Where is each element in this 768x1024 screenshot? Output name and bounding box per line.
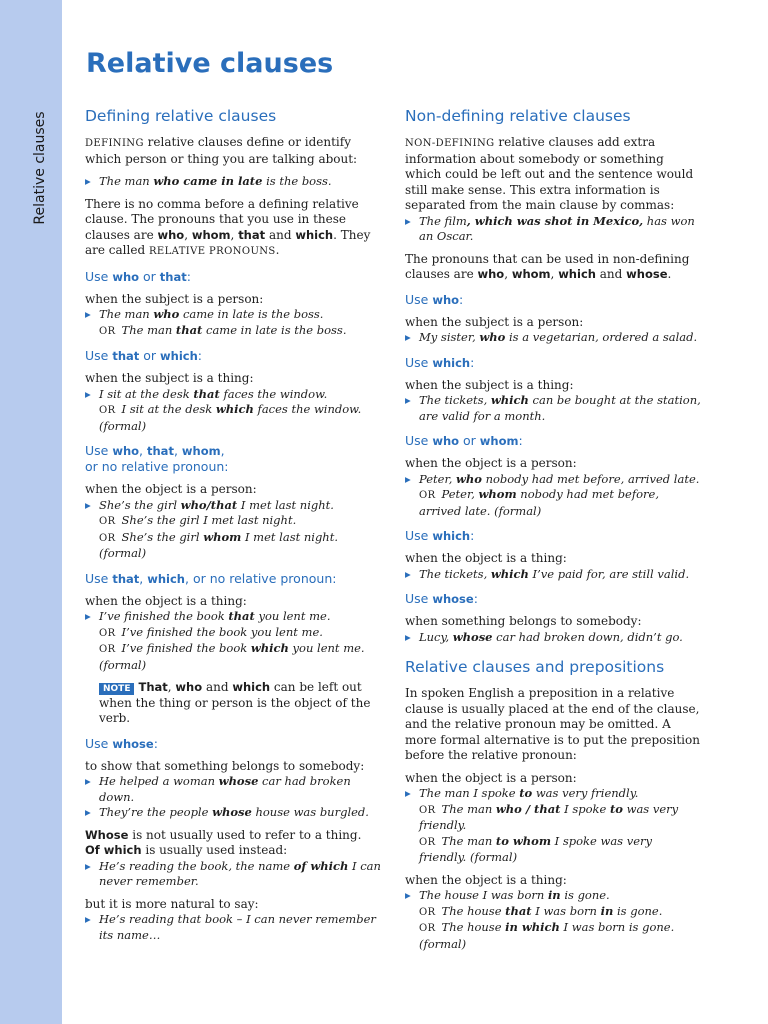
section-block bbox=[85, 292, 383, 340]
example: ▸ The man I spoke to was very friendly. bbox=[405, 786, 701, 802]
section-heading: Use that, which, or no relative pronoun: bbox=[85, 570, 337, 586]
example: ▸ The tickets, which I’ve paid for, are still valid. bbox=[405, 567, 701, 583]
example-alt: OR The house in which I was born is gone. (formal) bbox=[419, 920, 675, 951]
condition: when the object is a thing: bbox=[405, 872, 567, 887]
section-block bbox=[405, 456, 701, 519]
section-heading: Use that or which: bbox=[85, 348, 202, 363]
section-block bbox=[85, 759, 383, 821]
example-alt: OR I sit at the desk which faces the window. (formal) bbox=[99, 402, 362, 433]
natural-note: but it is more natural to say: bbox=[85, 896, 259, 911]
non-defining-pronouns-text: The pronouns that can be used in non-defining clauses are who, whom, which and whose. bbox=[405, 251, 690, 281]
example: ▸ My sister, who is a vegetarian, ordered a salad. bbox=[405, 330, 701, 346]
example: ▸ Peter, who nobody had met before, arrived late. bbox=[405, 472, 701, 488]
section-block bbox=[405, 378, 701, 425]
condition: when the object is a thing: bbox=[85, 593, 247, 608]
example-alt: OR The man that came in late is the boss. bbox=[99, 322, 347, 337]
section-block bbox=[405, 771, 701, 866]
example-alt: OR Peter, whom nobody had met before, arrived late. (formal) bbox=[419, 487, 659, 518]
section-heading: Use whose: bbox=[405, 591, 478, 606]
condition: to show that something belongs to somebody: bbox=[85, 758, 365, 773]
example-alt: OR She’s the girl I met last night. bbox=[99, 513, 297, 527]
section-block bbox=[405, 551, 701, 582]
section-block bbox=[85, 482, 383, 562]
note-badge: NOTE bbox=[99, 683, 134, 695]
condition: when the subject is a thing: bbox=[405, 377, 574, 392]
condition: when the subject is a thing: bbox=[85, 371, 254, 385]
section-heading: Use which: bbox=[405, 528, 475, 543]
example: ▸ They’re the people whose house was burgled. bbox=[85, 805, 383, 821]
example: ▸ She’s the girl who/that I met last night. bbox=[85, 498, 383, 514]
example: ▸ The tickets, which can be bought at the station, are valid for a month. bbox=[405, 393, 701, 424]
section-block bbox=[85, 594, 383, 674]
example: ▸ He’s reading that book – I can never remember its name… bbox=[85, 912, 383, 943]
condition: when the subject is a person: bbox=[85, 291, 264, 306]
prepositions-heading: Relative clauses and prepositions bbox=[405, 658, 665, 676]
example: ▸ The man who came in late is the boss. bbox=[85, 174, 383, 190]
left-column bbox=[85, 106, 383, 943]
section-heading: Use who or whom: bbox=[405, 433, 523, 448]
section-heading: Use who, that, whom, or no relative pronoun: bbox=[85, 443, 229, 474]
example-alt: OR She’s the girl whom I met last night. (formal) bbox=[99, 529, 338, 560]
section-heading: Use who or that: bbox=[85, 268, 191, 284]
non-defining-heading: Non-defining relative clauses bbox=[405, 107, 631, 125]
example: ▸ The film, which was shot in Mexico, has won an Oscar. bbox=[405, 214, 701, 245]
right-column bbox=[405, 106, 701, 959]
condition: when the object is a person: bbox=[85, 482, 257, 496]
non-defining-intro: NON-DEFINING relative clauses add extra information about somebody or something which could be left out and the sentence would still make sense. This extra information is separated from the main clause by commas: bbox=[405, 135, 694, 212]
example-alt: OR The man to whom I spoke was very friendly. (formal) bbox=[419, 833, 653, 864]
section-heading: Use whose: bbox=[85, 735, 158, 751]
example-alt: OR I’ve finished the book you lent me. bbox=[99, 624, 323, 639]
section-block bbox=[405, 315, 701, 346]
section-block bbox=[405, 873, 701, 953]
condition: when something belongs to somebody: bbox=[405, 614, 642, 628]
section-heading: Use who: bbox=[405, 291, 464, 307]
example-alt: OR The house that I was born in is gone. bbox=[419, 903, 663, 918]
section-block bbox=[85, 371, 383, 434]
example: ▸ I’ve finished the book that you lent me. bbox=[85, 609, 383, 625]
page-title: Relative clauses bbox=[86, 48, 334, 79]
example: ▸ The house I was born in is gone. bbox=[405, 888, 701, 904]
defining-pronouns-text: There is no comma before a defining relative clause. The pronouns that you use in these clauses are who, whom, that and which. They are called RELATIVE PRONOUNS. bbox=[85, 196, 371, 257]
example: ▸ I sit at the desk that faces the window. bbox=[85, 387, 383, 403]
example: ▸ He’s reading the book, the name of which I can never remember. bbox=[85, 859, 383, 890]
condition: when the subject is a person: bbox=[405, 314, 584, 329]
whose-note: Whose is not usually used to refer to a thing. Of which is usually used instead: ▸ He’s reading the book, the name of which I can never remember. bbox=[85, 828, 383, 890]
prepositions-intro: In spoken English a preposition in a relative clause is usually placed at the end of the clause, and the relative pronoun may be omitted. A more formal alternative is to put the preposition before the relative pronoun: bbox=[405, 686, 700, 762]
defining-heading: Defining relative clauses bbox=[85, 107, 277, 125]
example: ▸ The man who came in late is the boss. bbox=[85, 307, 383, 323]
side-bar bbox=[0, 0, 62, 1024]
example-alt: OR The man who / that I spoke to was very friendly. bbox=[419, 801, 679, 832]
example: ▸ Lucy, whose car had broken down, didn’t go. bbox=[405, 630, 701, 646]
note: NOTE That, who and which can be left out when the thing or person is the object of the verb. bbox=[99, 680, 371, 725]
defining-intro: DEFINING relative clauses define or identify which person or thing you are talking about: bbox=[85, 135, 358, 166]
side-label: Relative clauses bbox=[32, 111, 48, 225]
condition: when the object is a person: bbox=[405, 770, 577, 785]
section-block bbox=[405, 614, 701, 645]
example: ▸ He helped a woman whose car had broken down. bbox=[85, 774, 383, 805]
condition: when the object is a thing: bbox=[405, 551, 567, 565]
section-heading: Use which: bbox=[405, 354, 475, 370]
example-alt: OR I’ve finished the book which you lent me. (formal) bbox=[99, 641, 365, 672]
condition: when the object is a person: bbox=[405, 456, 577, 470]
